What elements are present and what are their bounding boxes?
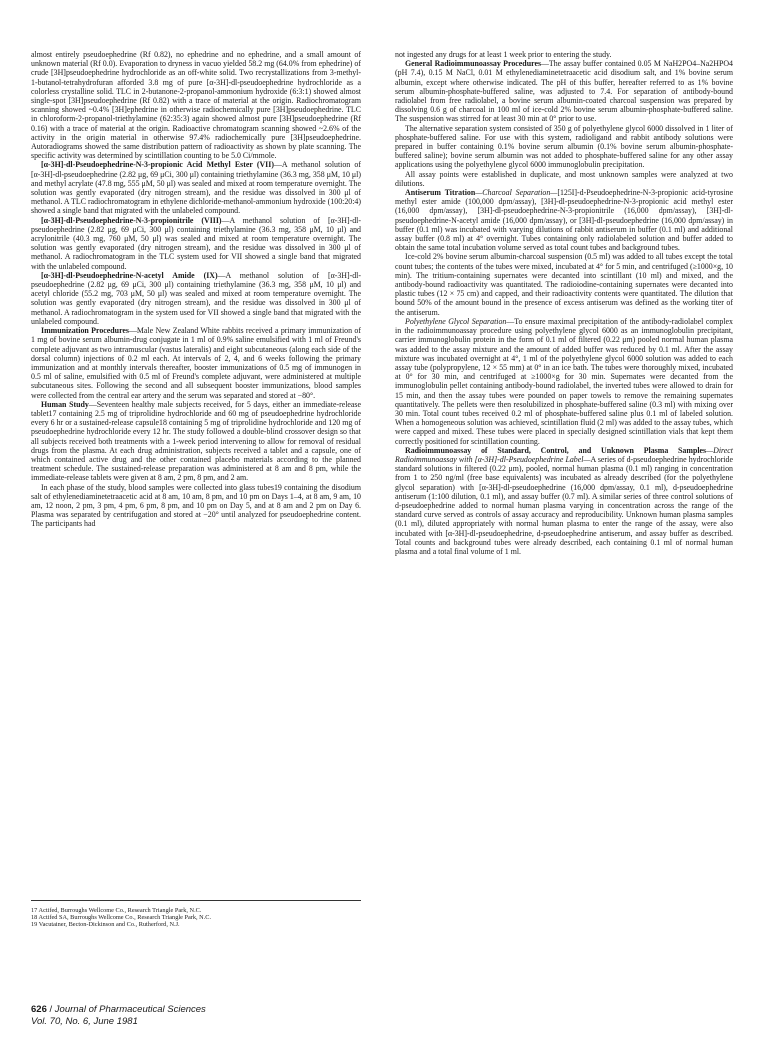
paragraph (395, 446, 733, 556)
section-heading: [α-3H]-dl-Pseudoephedrine-N-3-propionic Acid Methyl Ester (VII) (41, 160, 274, 170)
paragraph (395, 50, 733, 59)
paragraph (31, 483, 361, 529)
paragraph-text: [125I]-d-Pseudoephedrine-N-3-propionic acid-tyrosine methyl ester amide (100,000 dpm/assay), [3H]-dl-pseudoephedrine-N-3-propionic acid methyl ester (16,000 dpm/assay), [3H]-dl-pseudoephedrine-N-3-propionitrile (16,000 dpm/assay), [3H]-dl-pseudoephedrine-N-acetyl amide (16,000 dpm/assay), or [3H]-dl-pseudoephedrine (16,000 dpm/assay) in buffer (0.1 ml) was incubated with varying dilutions of rabbit antiserum in buffer (0.1 ml) and additional assay buffer (0.8 ml) at 4° overnight. Tubes containing only radiolabeled solution and buffer added to obtain the same total incubation volume served as total count tubes and background tubes. (395, 188, 733, 253)
page-footer (31, 1004, 206, 1027)
paragraph (395, 252, 733, 316)
section-heading: Immunization Procedures (41, 326, 129, 336)
footnote: 17 Actifed, Burroughs Wellcome Co., Research Triangle Park, N.C. (31, 907, 202, 914)
paragraph-text: —A methanol solution of [α-3H]-dl-pseudoephedrine (2.82 μg, 69 μCi, 300 μl) containing triethylamine (36.3 mg, 358 μM, 10 μl) and acetyl chloride (55.2 mg, 703 μM, 50 μl) was sealed and mixed at room temperature overnight. The solution was gently evaporated (dry nitrogen stream), and the residue was dissolved in 300 μl of methanol. A radiochromatogram in the system used for VII showed a single band that migrated with the unlabeled compound. (31, 270, 361, 326)
paragraph-text: —A methanol solution of [α-3H]-dl-pseudoephedrine (2.82 μg, 69 μCi, 300 μl) containing triethylamine (36.3 mg, 358 μM, 10 μl) and acrylonitrile (40.3 mg, 760 μM, 50 μl) was sealed and mixed at room temperature overnight. The solution was gently evaporated (dry nitrogen stream), and the residue was dissolved in 300 μl of methanol. A radiochromatogram in the TLC system used for VII showed a single band that migrated with the unlabeled compound. (31, 215, 361, 271)
footnote: 18 Actifed SA, Burroughs Wellcome Co., Research Triangle Park, N.C. (31, 914, 212, 922)
paragraph-text: —To ensure maximal precipitation of the antibody-radiolabel complex in the radioimmunoassay procedure using polyethylene glycol 6000 as an immunoglobulin precipitant, carrier immunoglobulin protein in the form of 0.1 ml of filtered (0.22 μm) pooled normal human plasma was added to the assay mixture and the amount of added buffer was reduced by 0.1 ml. After the assay mixture was incubated overnight at 4°, 1 ml of the polyethylene glycol 6000 solution was added to each assay tube (polypropylene, 12 × 55 mm) at 0° in an ice bath. The tubes were thoroughly mixed, incubated at 0° for 30 min, and centrifuged at ≥1000×g for 30 min. Supernates were decanted from the immunoglobulin pellet containing antibody-bound radiolabel, the inverted tubes were allowed to drain for 15 min, and then the assay tubes were pounded on paper towels to remove the remaining supernates quantitatively. The pellets were then resolubilized in phosphate-buffered saline (0.3 ml) with mixing over 30 min. Total count tubes received 0.2 ml of phosphate-buffered saline plus 0.1 ml of labeled solution. When a homogeneous solution was achieved, scintillation fluid (2 ml) was added to the assay tubes, which were capped and mixed. These tubes were placed in specially designed scintillation vials that kept them correctly positioned for scintillation counting. (395, 316, 733, 446)
paragraph-text: In each phase of the study, blood samples were collected into glass tubes19 containing the disodium salt of ethylenediaminetetraacetic acid at 8 am, 10 am, 8 pm, and 10 pm on Days 1–4, at 8 am, 9 am, 10 am, 12 noon, 2 pm, 3 pm, 4 pm, 6 pm, 8 pm, and 10 pm on Day 5, and at 8 am and 2 pm on Day 6. Plasma was separated by centrifugation and stored at −20° until analyzed for pseudoephedrine content. The participants had (31, 482, 361, 529)
paragraph-text: almost entirely pseudoephedrine (Rf 0.82), no ephedrine and no ephedrine, and a small amount of unknown material (Rf 0.0). Evaporation to dryness in vacuo yielded 58.2 mg (64.0% from ephedrine) of crude [3H]pseudoephedrine hydrochloride as an off-white solid. Two recrystallizations from 3-methyl-1-butanol-tetrahydrofuran afforded 3.8 mg of pure [α-3H]-dl-pseudoephedrine hydrochloride as a colorless crystalline solid. TLC in 2-butanone-2-propanol-ammonium hydroxide (6:3:1) showed almost single-spot [3H]pseudoephedrine (Rf 0.82) with a trace of material at the origin. Radiochromatogram scanning showed ~0.4% [3H]ephedrine in otherwise radiochemically pure [3H]pseudoephedrine. TLC in chloroform-2-propanol-triethylamine (62:35:3) again showed almost pure [3H]pseudoephedrine (Rf 0.16) with a trace of material at the origin. Radioactive chromatogram scanning showed ~2.6% of the activity in the origin material in otherwise 97.4% radiochemically pure [3H]pseudoephedrine. Autoradiograms showed the same distribution pattern of radioactivity as shown by plate scanning. The specific activity was determined by scintillation counting to be 5.0 Ci/mmole. (31, 50, 361, 161)
paragraph-text: All assay points were established in duplicate, and most unknown samples were analyzed at two dilutions. (395, 169, 733, 188)
right-column (395, 50, 733, 556)
journal-name: Journal of Pharmaceutical Sciences (54, 1004, 206, 1015)
paragraph (395, 59, 733, 123)
paragraph (31, 271, 361, 326)
section-heading: Human Study (41, 399, 89, 409)
paragraph-text: not ingested any drugs for at least 1 week prior to entering the study. (395, 50, 612, 59)
paragraph-text: —The assay buffer contained 0.05 M NaH2PO4–Na2HPO4 (pH 7.4), 0.15 M NaCl, 0.01 M ethylenediaminetetraacetic acid disodium salt, and 1% bovine serum albumin, except where otherwise indicated. The pH of this buffer, hereafter referred to as 1% bovine serum albumin-phosphate-buffered saline, was adjusted to 7.4. For separation of antibody-bound radiolabel from free radiolabel, a bovine serum albumin-coated charcoal suspension was prepared by dissolving 0.6 g of charcoal in 100 ml of ice-cold 2% bovine serum albumin-phosphate-buffered saline. The suspension was stirred for at least 30 min at 0° prior to use. (395, 59, 733, 124)
paragraph (395, 170, 733, 188)
volume-info: Vol. 70, No. 6, June 1981 (31, 1015, 138, 1027)
paragraph (395, 317, 733, 446)
paragraph (395, 124, 733, 170)
section-heading: [α-3H]-dl-Pseudoephedrine-N-3-propionitrile (VIII) (41, 215, 222, 225)
paragraph-text: Ice-cold 2% bovine serum albumin-charcoal suspension (0.5 ml) was added to all tubes except the total count tubes; the contents of the tubes were mixed, incubated at 4° for 5 min, and centrifuged (≥1000×g, 10 min). The tritium-containing supernates were decanted into scintillant (10 ml) and mixed, and the antibody-bound radioactivity was quantitated. The radioiodine-containing supernates were decanted into plastic tubes (12 × 75 cm) and capped, and their radioactivity contents were quantitated. The dilution that bound 50% of the amount bound in the presence of excess antiserum was defined as the working titer of the antiserum. (395, 252, 733, 317)
paragraph-text: A series of d-pseudoephedrine hydrochloride standard solutions in filtered (0.22 μm), pooled, normal human plasma (0.1 ml) ranging in concentration from 1 to 250 ng/ml (free base equivalents) was incubated as already described (for the polyethylene glycol separation) with [α-3H]-dl-pseudoephedrine (16,000 dpm/assay, 0.1 ml), d-pseudoephedrine antiserum (1:100 dilution, 0.1 ml), and assay buffer (0.7 ml). A similar series of three control solutions of d-pseudoephedrine added to normal human plasma varying in concentration across the range of the standard curve served as controls of assay accuracy and reproducibility. Unknown human plasma samples (0.1 ml), diluted appropriately with normal human plasma to enter the range of the assay, were also incubated with [α-3H]-dl-pseudoephedrine, d-pseudoephedrine antiserum, and assay buffer as described. Total counts and background tubes were already described, each containing 0.1 ml of normal human plasma and a total final volume of 1 ml. (395, 454, 733, 556)
paragraph (31, 400, 361, 483)
paragraph-text: —Seventeen healthy male subjects received, for 5 days, either an immediate-release tablet17 containing 2.5 mg of triprolidine hydrochloride and 60 mg of pseudoephedrine hydrochloride every 6 hr or a sustained-release capsule18 containing 5 mg of triprolidine hydrochloride and 120 mg of pseudoephedrine hydrochloride every 12 hr. The study followed a double-blind crossover design so that all subjects received both treatments with a 1-week period intervening to allow for removal of residual drugs from the plasma. At each drug administration, subjects received a tablet and a capsule, one of which contained active drug and the other contained placebo materials according to the planned treatment schedule. The sustained-release preparation was administered at 8 am and 8 pm, while the immediate-release tablets were given at 8 am, 2 pm, 8 pm, and 2 am. (31, 399, 361, 483)
separator: / (49, 1004, 55, 1015)
paragraph (31, 326, 361, 400)
subsection-heading: —Direct Radioimmunoassay with [α-3H]-dl-Pseudoephedrine Label— (395, 445, 733, 464)
section-heading: [α-3H]-dl-Pseudoephedrine-N-acetyl Amide (IX) (41, 270, 218, 280)
subsection-heading: —Charcoal Separation— (475, 188, 558, 198)
page-number: 626 (31, 1004, 47, 1015)
footnote: 19 Vacutainer, Becton-Dickinson and Co., Rutherford, N.J. (31, 921, 180, 929)
section-heading: Antiserum Titration (405, 188, 476, 198)
left-column (31, 50, 361, 529)
paragraph (31, 160, 361, 215)
paragraph (31, 216, 361, 271)
paragraph (31, 50, 361, 160)
paragraph (395, 188, 733, 252)
section-heading: Radioimmunoassay of Standard, Control, and Unknown Plasma Samples (405, 445, 707, 455)
footnotes (31, 900, 361, 929)
footer-line (31, 1004, 206, 1016)
subsection-heading: Polyethylene Glycol Separation (405, 316, 507, 326)
paragraph-text: The alternative separation system consisted of 350 g of polyethylene glycol 6000 dissolved in 1 liter of phosphate-buffered saline. For use with this system, radioligand and rabbit antibody solutions were prepared in buffer containing 0.1% bovine serum albumin (0.1% bovine serum albumin-phosphate-buffered saline); bovine serum albumin was not added to phosphate-buffered saline for any other assay applications using the polyethylene glycol 6000 immunoglobulin precipitation. (395, 123, 733, 170)
paragraph-text: —A methanol solution of [α-3H]-dl-pseudoephedrine (2.82 μg, 69 μCi, 300 μl) containing triethylamine (36.3 mg, 358 μM, 10 μl) and methyl acrylate (47.8 mg, 555 μM, 50 μl) was sealed and mixed at room temperature overnight. The solution was gently evaporated (dry nitrogen stream), and the residue was dissolved in 300 μl of methanol. A TLC radiochromatogram in ethylene dichloride-methanol-ammonium hydroxide (100:20:4) showed a single band that migrated with the unlabeled compound. (31, 160, 362, 216)
section-heading: General Radioimmunoassay Procedures (405, 59, 542, 69)
paragraph-text: —Male New Zealand White rabbits received a primary immunization of 1 mg of bovine serum albumin-drug conjugate in 1 ml of 0.9% saline emulsified with 1 ml of Freund's complete adjuvant as two intramuscular (vastus lateralis) and eight subcutaneous (along each side of the dorsal column) injections of 0.2 ml each. At intervals of 2, 4, and 6 weeks following the primary immunization and at monthly intervals thereafter, booster immunizations of 0.5 mg of immunogen in 0.5 ml of saline, emulsified with 0.5 ml of Freund's complete adjuvant, were administered at multiple subcutaneous sites. Following the second and all subsequent booster immunizations, blood samples were collected from the central ear artery and the serum was separated and stored at −80°. (31, 326, 361, 400)
